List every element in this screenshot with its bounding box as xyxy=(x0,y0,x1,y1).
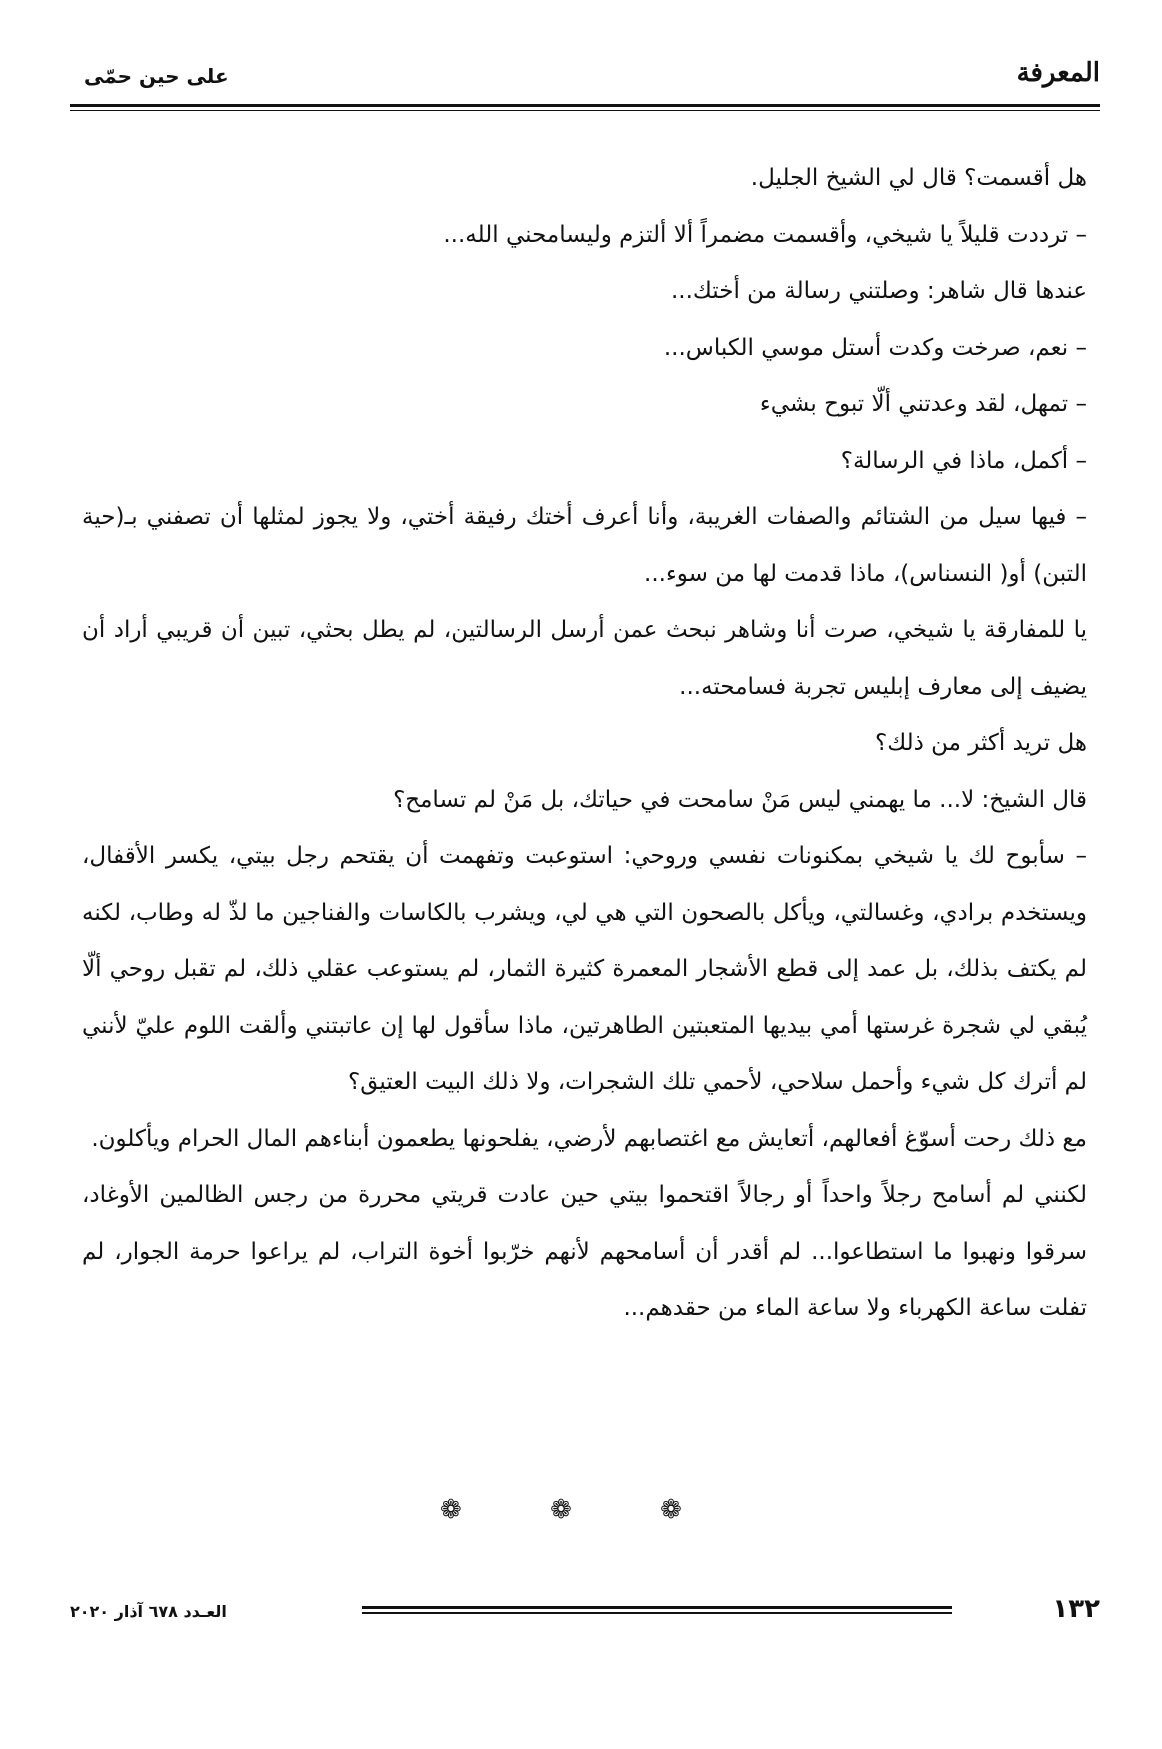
article-body xyxy=(82,150,1087,1337)
paragraph: هل أقسمت؟ قال لي الشيخ الجليل. xyxy=(750,165,1087,191)
header-rule xyxy=(70,104,1100,107)
page-header xyxy=(70,58,1100,98)
paragraph: عندها قال شاهر: وصلتني رسالة من أختك... xyxy=(670,278,1087,304)
header-rule-thin xyxy=(70,110,1100,111)
footer-rule-thin xyxy=(362,1612,952,1614)
page-number: ١٣٢ xyxy=(1052,1594,1100,1624)
paragraph: هل تريد أكثر من ذلك؟ xyxy=(875,730,1087,756)
running-title: على حين حمّى xyxy=(84,64,229,88)
paragraph: – فيها سيل من الشتائم والصفات الغريبة، وأنا أعرف أختك رفيقة أختي، ولا يجوز لمثلها أن تصفني بـ(حية التبن) أو( النسناس)، ماذا قدمت لها من سوء... xyxy=(82,504,1087,587)
issue-label: العـدد ٦٧٨ آذار ٢٠٢٠ xyxy=(70,1602,227,1621)
paragraph: قال الشيخ: لا... ما يهمني ليس مَنْ سامحت في حياتك، بل مَنْ لم تسامح؟ xyxy=(393,786,1087,813)
section-ornament-icon: ❁ ❁ ❁ xyxy=(440,1495,722,1525)
footer-rule xyxy=(362,1606,952,1609)
paragraph: – أكمل، ماذا في الرسالة؟ xyxy=(840,447,1087,474)
paragraph: – تمهل، لقد وعدتني ألّا تبوح بشيء xyxy=(759,391,1087,417)
paragraph: – سأبوح لك يا شيخي بمكنونات نفسي وروحي: استوعبت وتفهمت أن يقتحم رجل بيتي، يكسر الأقفال، ويستخدم برادي، وغسالتي، ويأكل بالصحون التي هي لي، ويشرب بالكاسات والفناجين ما لذّ له وطاب، لكنه لم يكتف بذلك، بل عمد إلى قطع الأشجار المعمرة كثيرة الثمار، لم يستوعب عقلي ذلك، لم تقبل روحي ألّا يُبقي لي شجرة غرستها أمي بيديها المتعبتين الطاهرتين، ماذا سأقول لها إن عاتبتني وألقت اللوم عليّ لأنني لم أترك كل شيء وأحمل سلاحي، لأحمي تلك الشجرات، ولا ذلك البيت العتيق؟ xyxy=(82,843,1087,1095)
paragraph: يا للمفارقة يا شيخي، صرت أنا وشاهر نبحث عمن أرسل الرسالتين، لم يطل بحثي، تبين أن قريبي أراد أن يضيف إلى معارف إبليس تجربة فسامحته... xyxy=(82,617,1087,700)
paragraph: – نعم، صرخت وكدت أستل موسي الكباس... xyxy=(663,334,1087,361)
paragraph: – ترددت قليلاً يا شيخي، وأقسمت مضمراً ألا ألتزم وليسامحني الله... xyxy=(443,221,1087,248)
paragraph: مع ذلك رحت أسوّغ أفعالهم، أتعايش مع اغتصابهم لأرضي، يفلحونها يطعمون أبناءهم المال الحرام ويأكلون. xyxy=(91,1125,1087,1152)
paragraph: لكنني لم أسامح رجلاً واحداً أو رجالاً اقتحموا بيتي حين عادت قريتي محررة من رجس الظالمين الأوغاد، سرقوا ونهبوا ما استطاعوا... لم أقدر أن أسامحهم لأنهم خرّبوا أخوة التراب، لم يراعوا حرمة الجوار، لم تفلت ساعة الكهرباء ولا ساعة الماء من حقدهم... xyxy=(82,1182,1087,1321)
magazine-logo: المعرفة xyxy=(1016,58,1100,88)
